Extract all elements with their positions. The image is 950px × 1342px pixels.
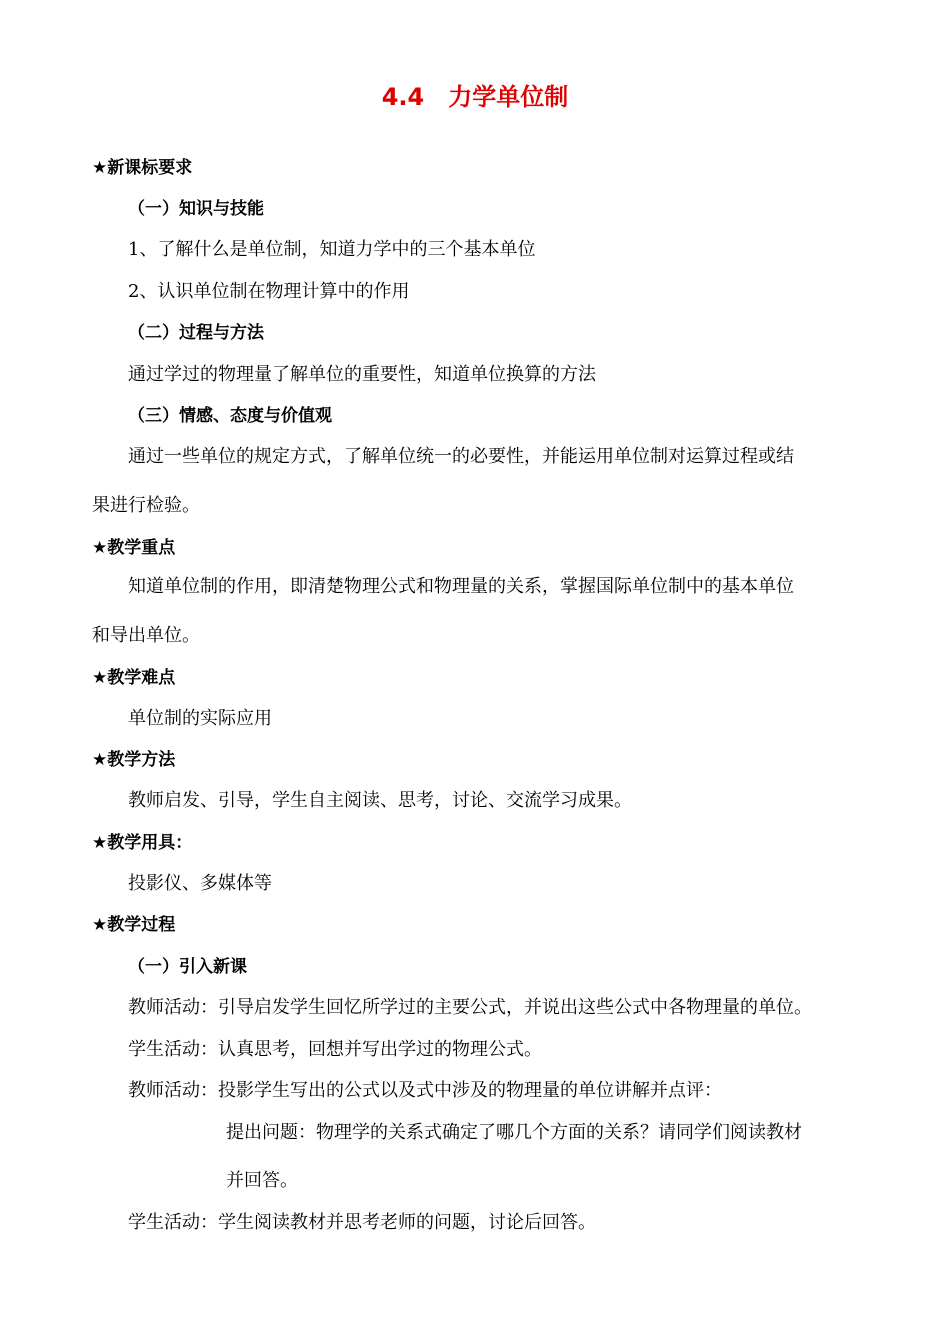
tools-text: 投影仪、多媒体等 [128,873,272,894]
method-text: 教师启发、引导，学生自主阅读、思考，讨论、交流学习成果。 [128,790,632,811]
subheading-knowledge: （一）知识与技能 [128,199,264,219]
knowledge-item-1: 1、了解什么是单位制，知道力学中的三个基本单位 [128,239,536,260]
student-activity-1: 学生活动：认真思考，回想并写出学过的物理公式。 [128,1039,542,1060]
section-heading-key-points: ★教学重点 [92,538,176,558]
section-heading-tools: ★教学用具： [92,833,193,853]
question-line-1: 提出问题：物理学的关系式确定了哪几个方面的关系？请同学们阅读教材 [226,1122,802,1143]
subheading-process: （二）过程与方法 [128,323,264,343]
teacher-activity-2: 教师活动：投影学生写出的公式以及式中涉及的物理量的单位讲解并点评： [128,1080,722,1101]
knowledge-item-2: 2、认识单位制在物理计算中的作用 [128,281,410,302]
student-activity-2: 学生活动：学生阅读教材并思考老师的问题，讨论后回答。 [128,1212,596,1233]
section-heading-difficulty: ★教学难点 [92,668,176,688]
page-title: 4.4 力学单位制 [381,83,569,111]
section-heading-teaching-process: ★教学过程 [92,915,176,935]
emotion-text-line2: 果进行检验。 [92,495,200,516]
process-text: 通过学过的物理量了解单位的重要性，知道单位换算的方法 [128,364,596,385]
subheading-intro: （一）引入新课 [128,957,247,977]
emotion-text-line1: 通过一些单位的规定方式，了解单位统一的必要性，并能运用单位制对运算过程或结 [128,446,794,467]
subheading-emotion: （三）情感、态度与价值观 [128,406,332,426]
key-points-line1: 知道单位制的作用，即清楚物理公式和物理量的关系，掌握国际单位制中的基本单位 [128,576,794,597]
question-line-2: 并回答。 [226,1170,298,1191]
section-heading-standards: ★新课标要求 [92,158,193,178]
key-points-line2: 和导出单位。 [92,625,200,646]
difficulty-text: 单位制的实际应用 [128,708,272,729]
teacher-activity-1: 教师活动：引导启发学生回忆所学过的主要公式，并说出这些公式中各物理量的单位。 [128,997,812,1018]
section-heading-method: ★教学方法 [92,750,176,770]
